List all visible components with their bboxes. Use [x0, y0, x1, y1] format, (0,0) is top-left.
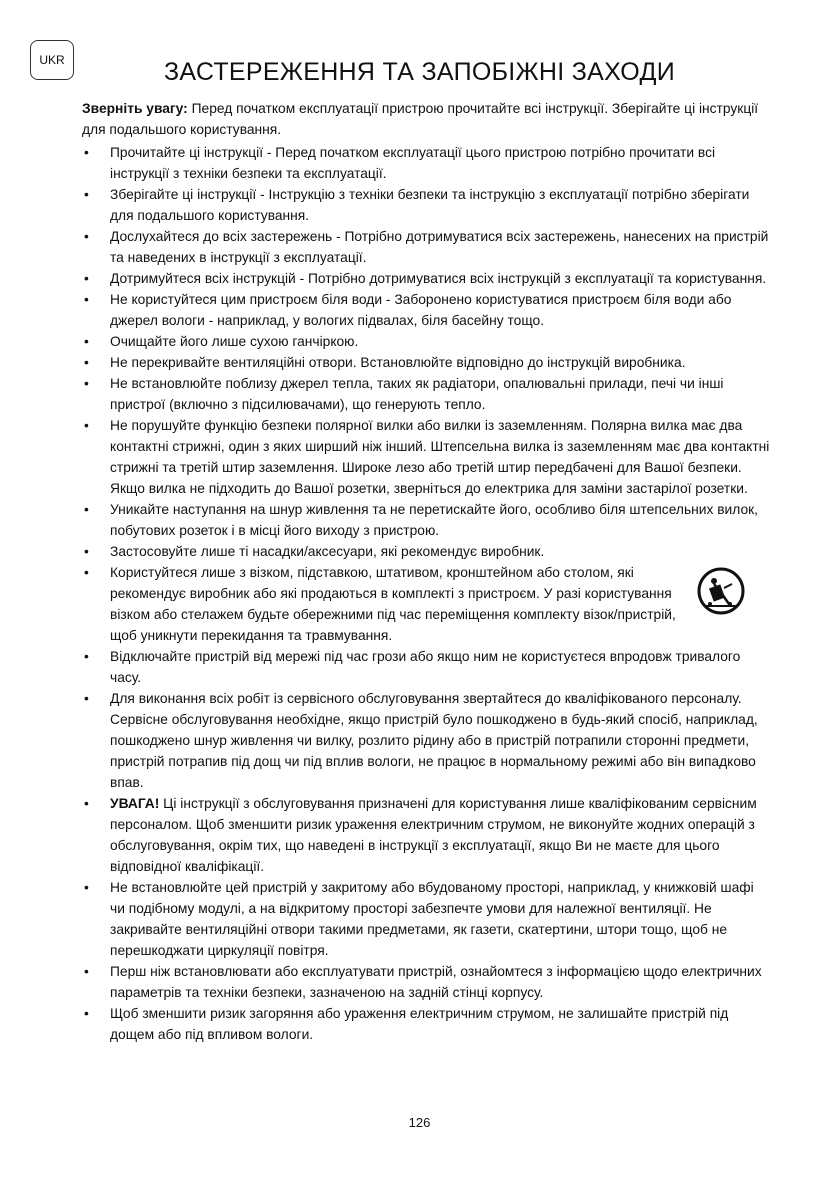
warning-text: Ці інструкції з обслуговування призначені для користування лише кваліфікованим сервісним персоналом. Щоб зменшити ризик ураження електричним струмом, не виконуйте жодних операцій з обслуговування, окрім тих, що наведені в інструкції з експлуатації, якщо Ви не маєте для цього відповідної кваліфікації. [110, 796, 757, 874]
list-item-text: Для виконання всіх робіт із сервісного обслуговування звертайтеся до кваліфікованого персоналу. Сервісне обслуговування необхідне, якщо пристрій було пошкоджено в будь-який спосіб, наприклад, пошкоджено шнур живлення чи вилку, розлито рідину або в пристрій потрапили сторонні предмети, пристрій потрапив під дощ чи під вплив вологи, не працює в нормальному режимі або він випадково впав. [110, 691, 758, 790]
list-item [82, 268, 772, 289]
document-body [82, 98, 772, 1045]
list-item-warning [82, 793, 772, 877]
list-item-text: Не користуйтеся цим пристроєм біля води - Заборонено користуватися пристроєм біля води або джерел вологи - наприклад, у вологих підвалах, біля басейну тощо. [110, 292, 732, 328]
bullet: • [84, 376, 89, 391]
language-badge: UKR [30, 40, 74, 80]
list-item [82, 688, 772, 793]
intro-label: Зверніть увагу: [82, 101, 188, 116]
bullet: • [84, 229, 89, 244]
bullet: • [84, 187, 89, 202]
bullet: • [84, 145, 89, 160]
list-item-text: Не встановлюйте поблизу джерел тепла, таких як радіатори, опалювальні прилади, печі чи інші пристрої (включно з підсилювачами), що генерують тепло. [110, 376, 724, 412]
bullet: • [84, 691, 89, 706]
list-item [82, 541, 772, 562]
list-item-text: Не встановлюйте цей пристрій у закритому або вбудованому просторі, наприклад, у книжковій шафі чи подібному модулі, а на відкритому просторі забезпечте умови для належної вентиляції. Не закривайте вентиляційні отвори такими предметами, як газети, скатертини, штори тощо, щоб не перешкоджати циркуляції повітря. [110, 880, 754, 958]
bullet: • [84, 964, 89, 979]
list-item [82, 877, 772, 961]
intro-text: Перед початком експлуатації пристрою прочитайте всі інструкції. Зберігайте ці інструкції для подальшого користування. [82, 101, 759, 137]
list-item-text: Перш ніж встановлювати або експлуатувати пристрій, ознайомтеся з інформацією щодо електричних параметрів та техніки безпеки, зазначеною на задній стінці корпусу. [110, 964, 762, 1000]
list-item-text: Щоб зменшити ризик загоряння або ураження електричним струмом, не залишайте пристрій під дощем або під впливом вологи. [110, 1006, 729, 1042]
list-item [82, 415, 772, 499]
list-item-text: Дотримуйтеся всіх інструкцій - Потрібно дотримуватися всіх інструкцій з експлуатації та користування. [110, 271, 767, 286]
bullet: • [84, 271, 89, 286]
list-item-text: Очищайте його лише сухою ганчіркою. [110, 334, 359, 349]
bullet: • [84, 292, 89, 307]
list-item [82, 226, 772, 268]
bullet: • [84, 355, 89, 370]
list-item [82, 331, 772, 352]
list-item-text: Не перекривайте вентиляційні отвори. Встановлюйте відповідно до інструкцій виробника. [110, 355, 686, 370]
list-item-text: Уникайте наступання на шнур живлення та не перетискайте його, особливо біля штепсельних вилок, побутових розеток і в місці його виходу з пристрою. [110, 502, 758, 538]
bullet: • [84, 796, 89, 811]
list-item [82, 289, 772, 331]
list-item [82, 373, 772, 415]
page-number: 126 [408, 1115, 431, 1130]
list-item [82, 646, 772, 688]
list-item [82, 142, 772, 184]
list-item-text: Зберігайте ці інструкції - Інструкцію з техніки безпеки та інструкцію з експлуатації потрібно зберігати для подальшого користування. [110, 187, 750, 223]
list-item [82, 562, 772, 646]
bullet: • [84, 334, 89, 349]
list-item [82, 961, 772, 1003]
bullet: • [84, 1006, 89, 1021]
page-title: ЗАСТЕРЕЖЕННЯ ТА ЗАПОБІЖНІ ЗАХОДИ [164, 58, 675, 86]
bullet: • [84, 880, 89, 895]
list-item [82, 1003, 772, 1045]
bullet: • [84, 502, 89, 517]
list-item-text: Дослухайтеся до всіх застережень - Потрібно дотримуватися всіх застережень, нанесених на пристрій та наведених в інструкції з експлуатації. [110, 229, 769, 265]
cart-tip-over-warning-icon [696, 566, 746, 616]
intro-paragraph [82, 98, 772, 140]
list-item-text: Прочитайте ці інструкції - Перед початком експлуатації цього пристрою потрібно прочитати всі інструкції з техніки безпеки та експлуатації. [110, 145, 716, 181]
list-item-text: Не порушуйте функцію безпеки полярної вилки або вилки із заземленням. Полярна вилка має два контактні стрижні, один з яких ширший ніж інший. Штепсельна вилка із заземленням має два контактні стрижні та третій штир заземлення. Широке лезо або третій штир передбачені для Вашої безпеки. Якщо вилка не підходить до Вашої розетки, зверніться до електрика для заміни застарілої розетки. [110, 418, 770, 496]
list-item [82, 184, 772, 226]
bullet: • [84, 649, 89, 664]
list-item-text: Відключайте пристрій від мережі під час грози або якщо ним не користуєтеся впродовж тривалого часу. [110, 649, 741, 685]
bullet: • [84, 565, 89, 580]
bullet: • [84, 418, 89, 433]
list-item-text: Застосовуйте лише ті насадки/аксесуари, які рекомендує виробник. [110, 544, 545, 559]
list-item-text: Користуйтеся лише з візком, підставкою, штативом, кронштейном або столом, які рекомендує виробник або які продаються в комплекті з пристроєм. У разі користування візком або стелажем будьте обережними під час переміщення комплекту візок/пристрій, щоб уникнути перекидання та травмування. [110, 565, 676, 643]
list-item [82, 499, 772, 541]
list-item [82, 352, 772, 373]
safety-list [82, 142, 772, 1045]
bullet: • [84, 544, 89, 559]
warning-label: УВАГА! [110, 796, 160, 811]
